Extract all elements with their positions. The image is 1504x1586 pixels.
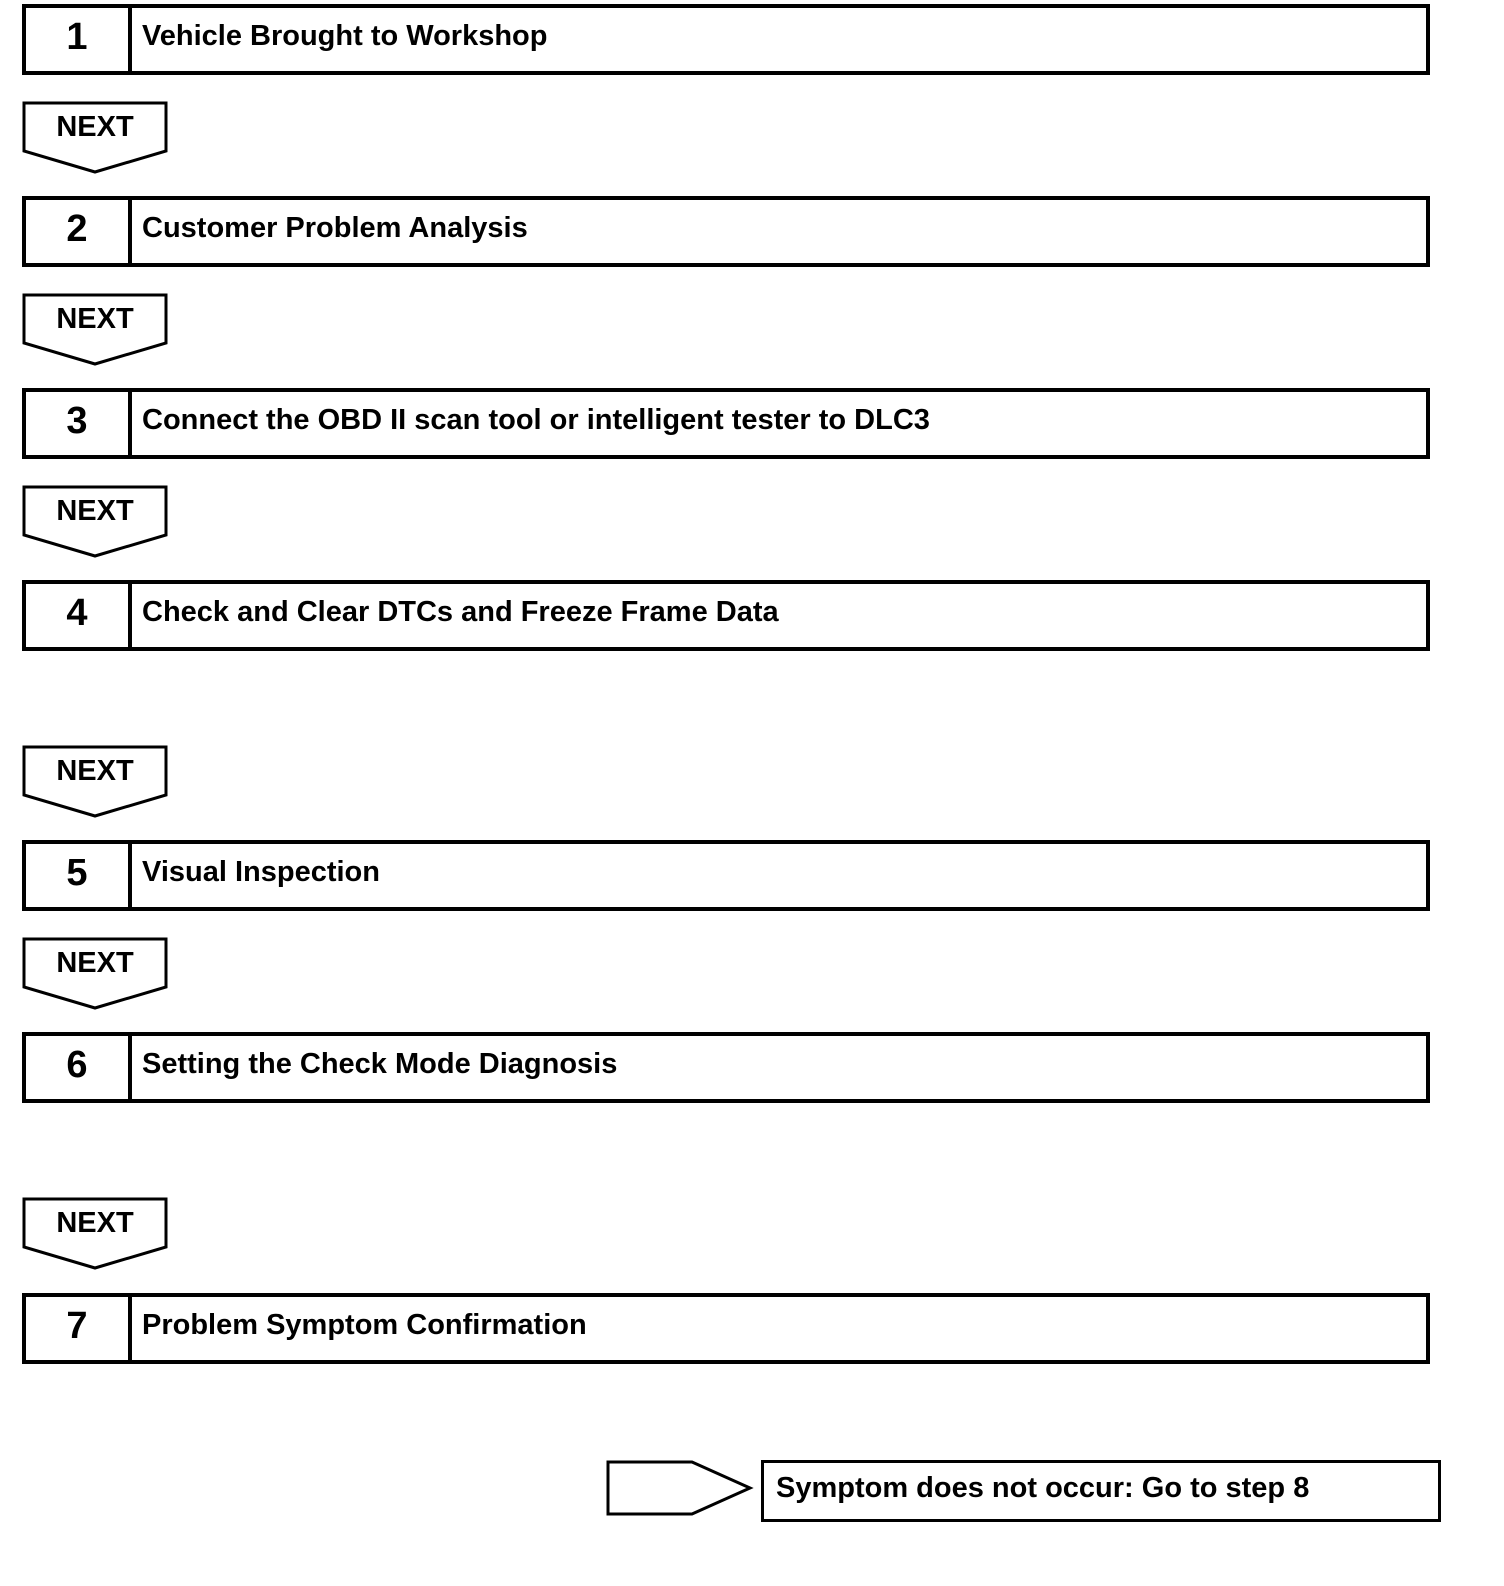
next-label: NEXT [56,111,134,143]
step-number: 1 [26,8,132,71]
step-number: 2 [26,200,132,263]
step-label: Vehicle Brought to Workshop [142,20,548,52]
next-label: NEXT [56,1207,134,1239]
step-label: Customer Problem Analysis [142,212,528,244]
next-arrow-6 [22,1197,168,1271]
next-label: NEXT [56,755,134,787]
next-arrow-3 [22,485,168,559]
branch-arrow-shape [606,1458,754,1518]
next-label: NEXT [56,947,134,979]
step-2-box [22,196,1430,267]
step-5-box [22,840,1430,911]
step-label: Check and Clear DTCs and Freeze Frame Data [142,596,779,628]
branch-result-box [761,1460,1441,1522]
branch-result-label: Symptom does not occur: Go to step 8 [776,1471,1310,1504]
step-number: 5 [26,844,132,907]
step-6-box [22,1032,1430,1103]
step-number: 4 [26,584,132,647]
branch-arrow [606,1458,754,1518]
step-number: 3 [26,392,132,455]
next-arrow-2 [22,293,168,367]
step-1-box [22,4,1430,75]
step-label: Connect the OBD II scan tool or intelligent tester to DLC3 [142,404,930,436]
step-number: 6 [26,1036,132,1099]
next-label: NEXT [56,303,134,335]
step-3-box [22,388,1430,459]
step-number: 7 [26,1297,132,1360]
step-label: Visual Inspection [142,856,380,888]
next-arrow-1 [22,101,168,175]
next-arrow-4 [22,745,168,819]
next-label: NEXT [56,495,134,527]
next-arrow-5 [22,937,168,1011]
step-label: Setting the Check Mode Diagnosis [142,1048,618,1080]
step-7-box [22,1293,1430,1364]
step-label: Problem Symptom Confirmation [142,1309,587,1341]
step-4-box [22,580,1430,651]
